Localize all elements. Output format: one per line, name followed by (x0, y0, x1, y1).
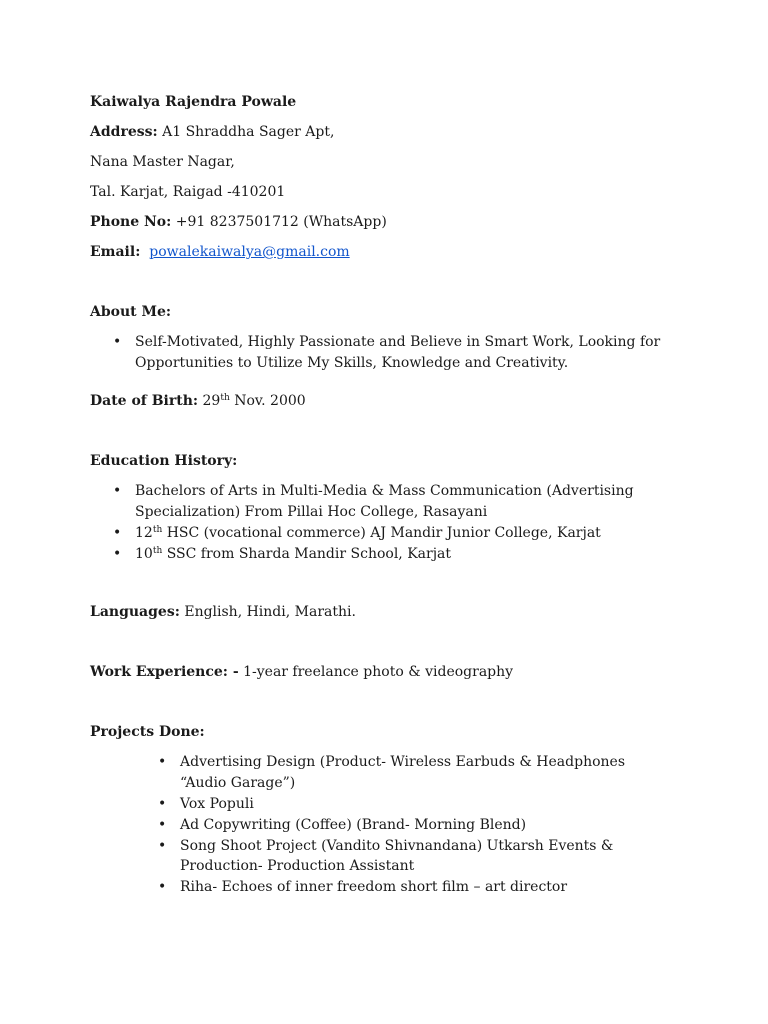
work-label: Work Experience: - (90, 664, 239, 680)
address-label: Address: (90, 124, 158, 140)
address-value: A1 Shraddha Sager Apt, (162, 124, 335, 140)
dob-label: Date of Birth: (90, 393, 199, 409)
resume-body (90, 92, 670, 898)
dob-suffix: th (220, 393, 230, 403)
languages-row (90, 602, 670, 632)
list-item (90, 752, 670, 793)
education-item-suffix: th (152, 545, 163, 556)
candidate-name: Kaiwalya Rajendra Powale (90, 94, 297, 110)
list-item (90, 877, 670, 898)
phone-row (90, 212, 670, 242)
education-item-text: HSC (vocational commerce) AJ Mandir Junior College, Karjat (166, 524, 601, 541)
about-list (90, 332, 670, 373)
about-item-text: Self-Motivated, Highly Passionate and Believe in Smart Work, Looking for Opportunities to Utilize My Skills, Knowledge and Creativity. (135, 334, 661, 371)
work-row (90, 662, 670, 692)
phone-value: +91 8237501712 (WhatsApp) (175, 214, 387, 230)
education-item-num: 12 (135, 524, 153, 541)
bullet-icon: • (158, 795, 167, 812)
list-item (90, 332, 670, 373)
email-link[interactable]: powalekaiwalya@gmail.com (149, 244, 350, 260)
bullet-icon: • (113, 334, 122, 350)
work-value: 1-year freelance photo & videography (243, 664, 514, 680)
bullet-icon: • (158, 754, 167, 770)
phone-label: Phone No: (90, 214, 172, 230)
dob-row (90, 391, 670, 421)
about-heading: About Me: (90, 304, 172, 320)
dob-rest: Nov. 2000 (234, 393, 306, 409)
education-heading: Education History: (90, 453, 238, 469)
education-item-num: 10 (135, 545, 153, 562)
list-item (90, 815, 670, 836)
email-row (90, 242, 670, 272)
project-item-text: Advertising Design (Product- Wireless Earbuds & Headphones “Audio Garage”) (180, 754, 626, 791)
address-line-2: Nana Master Nagar, (90, 154, 235, 170)
bullet-icon: • (158, 879, 167, 895)
projects-list (90, 752, 670, 898)
list-item (90, 544, 670, 565)
project-item-text: Vox Populi (180, 795, 254, 812)
address-line-1 (90, 122, 670, 152)
education-item-suffix: th (152, 524, 163, 535)
education-list (90, 481, 670, 564)
projects-heading: Projects Done: (90, 724, 205, 740)
bullet-icon: • (113, 524, 122, 541)
education-item-text: Bachelors of Arts in Multi-Media & Mass Communication (Advertising Specialization) From Pillai Hoc College, Rasayani (135, 483, 634, 520)
email-label: Email: (90, 244, 141, 260)
languages-value: English, Hindi, Marathi. (184, 604, 356, 620)
languages-label: Languages: (90, 604, 180, 620)
list-item (90, 481, 670, 522)
bullet-icon: • (113, 483, 122, 499)
bullet-icon: • (113, 545, 122, 562)
bullet-icon: • (158, 816, 167, 833)
project-item-text: Riha- Echoes of inner freedom short film – art director (180, 879, 568, 895)
address-line-3: Tal. Karjat, Raigad -410201 (90, 184, 286, 200)
dob-day: 29 (202, 393, 221, 409)
list-item (90, 836, 670, 877)
project-item-text: Song Shoot Project (Vandito Shivnandana) Utkarsh Events & Production- Production Assistant (180, 837, 614, 874)
project-item-text: Ad Copywriting (Coffee) (Brand- Morning Blend) (180, 816, 527, 833)
list-item (90, 523, 670, 544)
bullet-icon: • (158, 837, 167, 854)
education-item-text: SSC from Sharda Mandir School, Karjat (166, 545, 452, 562)
list-item (90, 794, 670, 815)
